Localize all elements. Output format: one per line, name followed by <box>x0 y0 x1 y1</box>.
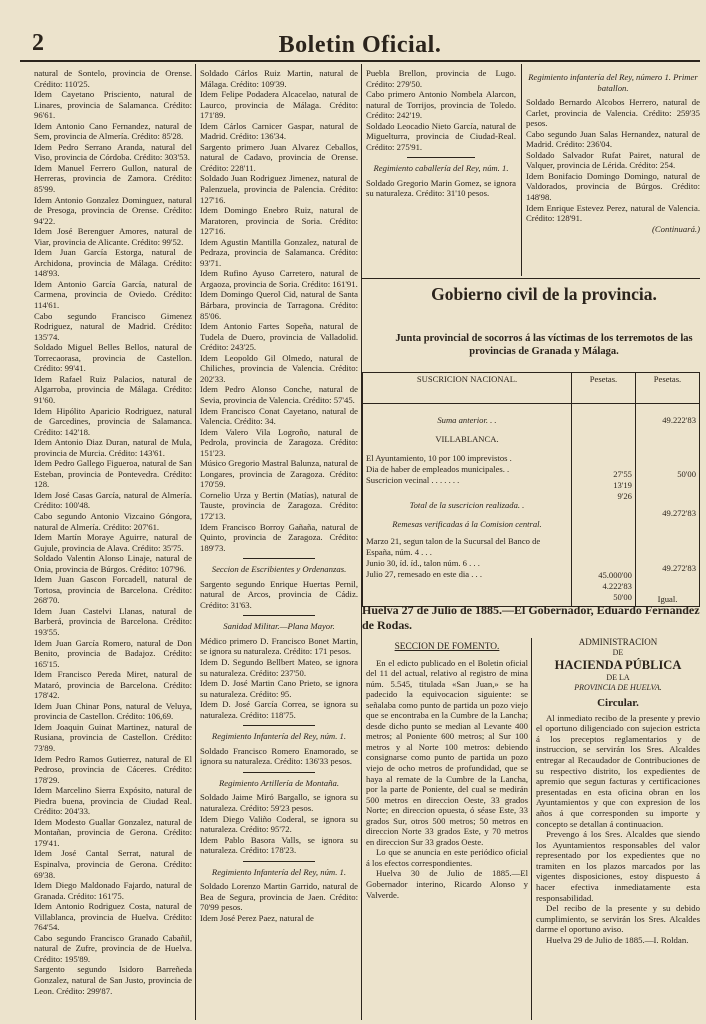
roster-entry: Cabo segundo Juan Salas Hernandez, natural de Madrid. Crédito: 236'04. <box>526 128 700 150</box>
hacienda-body: Al inmediato recibo de la presente y previo el oportuno diligenciado con sujecion estricta á los preceptos reglamentarios y de instruccion, se servirán los Sres. Alcaldes entregar al Recaudador de Contribuciones de su respectivo distrito, los expedientes de apremio que segun facturas y certificaciones presentadas en esta oficina obran en los Ayuntamientos y que con expresion de los años á que corresponden su importe y concepto se detallan á continuacion. <box>536 712 700 829</box>
remesa-item: Marzo 21, segun talon de la Sucursal del Banco de España, núm. 4 . . . <box>366 536 541 557</box>
roster-entry: Idem Juan Gascon Forcadell, natural de Tortosa, provincia de Barcelona. Crédito: 268'70. <box>34 574 192 606</box>
admin-de-la: DE LA <box>606 672 630 682</box>
column-2 <box>200 68 358 1018</box>
roster-entry: Idem Juan Castelvi Llanas, natural de Barberá, provincia de Barcelona. Crédito: 193'55. <box>34 605 192 637</box>
roster-entry: Soldado Leocadio Nieto García, natural de Miguelturra, provincia de Ciudad-Real. Crédito: 275'91. <box>366 120 516 152</box>
hacienda-title: HACIENDA PÚBLICA <box>554 658 682 673</box>
roster-entry: Soldado Cárlos Ruiz Martin, natural de Málaga. Crédito: 109'39. <box>200 68 358 89</box>
table-cell <box>571 404 635 607</box>
page-header <box>20 8 700 58</box>
roster-entry: Idem Cárlos Carnicer Gaspar, natural de Madrid. Crédito: 136'34. <box>200 120 358 142</box>
igual-label: Igual. <box>657 594 678 604</box>
suma-total: 49.222'83 <box>662 415 696 425</box>
roster-entry: Idem Cayetano Prisciento, natural de Linares, provincia de Salamanca. Crédito: 96'61. <box>34 89 192 121</box>
section-heading: Regimiento Artillería de Montaña. <box>218 777 339 788</box>
roster-entry: Idem Agustin Mantilla Gonzalez, natural de Pedraza, provincia de Salamanca. Crédito: 93'71. <box>200 236 358 268</box>
fomento-body: Lo que se anuncia en este periódico oficial á los efectos correspondientes. <box>366 847 528 868</box>
table-header: SUSCRICION NACIONAL. <box>363 373 572 404</box>
roster-entry: Idem Manuel Ferrero Gullon, natural de Herreras, provincia de Zamora. Crédito: 85'99. <box>34 162 192 195</box>
section-rule <box>362 278 700 279</box>
signature-line: Huelva 27 de Julio de 1885.—El Gobernador, Eduardo Fernandez de Rodas. <box>362 603 700 632</box>
line-item: Suscricion vecinal . . . . . . . <box>366 475 460 485</box>
roster-entry: Idem Antonio Gonzalez Dominguez, natural de Presoga, provincia de Orense. Crédito: 94'22. <box>34 194 192 226</box>
roster-entry: Idem Antonio García García, natural de Carmena, provincia de Oviedo. Crédito: 114'61. <box>34 278 192 311</box>
roster-entry: Soldado Lorenzo Martin Garrido, natural de Bea de Segura, provincia de Jaen. Crédito: 70'99 pesos. <box>200 881 358 913</box>
roster-entry: Idem Marcelino Sierra Expósito, natural de Piedra buena, provincia de Ciudad Real. Crédito: 204'33. <box>34 785 192 817</box>
roster-entry: Idem Modesto Guallar Gonzalez, natural de Montañan, provincia de Gerona. Crédito: 179'41. <box>34 816 192 848</box>
place-name: VILLABLANCA. <box>435 434 499 444</box>
separator-rule <box>243 725 314 726</box>
roster-entry: Músico Gregorio Mastral Balunza, natural de Longares, provincia de Zaragoza. Crédito: 170'59. <box>200 458 358 490</box>
roster-entry: Soldado Juan Rodriguez Jimenez, natural de Palenzuela, provincia de Palencia. Crédito: 127'16. <box>200 173 358 205</box>
admin-heading: ADMINISTRACION <box>578 637 658 647</box>
roster-entry: Idem Juan García Estorga, natural de Archidona, provincia de Málaga. Crédito: 148'93. <box>34 247 192 279</box>
table-header: Pesetas. <box>635 373 699 404</box>
roster-entry: Puebla Brellon, provincia de Lugo. Crédito: 279'50. <box>366 68 516 89</box>
roster-entry: Sargento primero Juan Alvarez Ceballos, natural de Cadavo, provincia de Orense. Crédito: 228'11. <box>200 141 358 173</box>
line-value: 9'26 <box>617 491 632 501</box>
continue-note: (Continuará.) <box>651 223 700 234</box>
remesa-value: 50'00 <box>613 592 632 602</box>
line-item: El Ayuntamiento, 10 por 100 imprevistos . <box>366 453 512 463</box>
roster-entry: Soldado Valentin Alonso Linaje, natural de Onia, provincia de Búrgos. Crédito: 107'96. <box>34 553 192 574</box>
header-rule <box>20 60 700 62</box>
subscription-table <box>362 372 700 607</box>
separator-rule <box>243 772 314 773</box>
remesas-total: 49.272'83 <box>662 563 696 573</box>
roster-entry: Idem Enrique Estevez Perez, natural de Valencia. Crédito: 128'91. <box>526 202 700 224</box>
roster-entry: Idem José Perez Paez, natural de <box>200 912 314 923</box>
total-value: 49.272'83 <box>662 508 696 518</box>
column-divider <box>521 64 522 276</box>
separator-rule <box>243 558 314 559</box>
roster-entry: Sargento segundo Enrique Huertas Pernil, natural de Arcos, provincia de Cádiz. Crédito: 31'63. <box>200 578 358 610</box>
roster-entry: Idem Antonio Diaz Duran, natural de Mula, provincia de Murcia. Crédito: 143'61. <box>34 437 192 458</box>
remesa-value: 4.222'83 <box>602 581 632 591</box>
separator-rule <box>243 861 314 862</box>
roster-entry: Idem Domingo Querol Cid, natural de Santa Bárbara, provincia de Tarragona. Crédito: 85'06. <box>200 289 358 321</box>
suma-label: Suma anterior. . . <box>437 415 497 425</box>
section-heading: Regimiento infantería del Rey, número 1. Primer batallon. <box>528 72 698 93</box>
column-3 <box>366 68 516 273</box>
hacienda-body: Del recibo de la presente y su debido cumplimiento, se servirán los Sres. Alcaldes darme el oportuno aviso. <box>536 903 700 935</box>
table-cell <box>363 404 572 607</box>
hacienda-body: Prevengo á los Sres. Alcaldes que siendo los Ayuntamientos responsables del valor representado por los expedientes que no tramiten en los plazos marcados por las vigentes disposiciones, estoy dispuesto á hacer efectiva inmediatamente esta responsabilidad. <box>536 829 700 903</box>
roster-entry: Cabo primero Antonio Nombela Alarcon, natural de Torrijos, provincia de Toledo. Crédito: 242'19. <box>366 89 516 121</box>
roster-entry: Soldado Salvador Rufat Pairet, natural de Valquer, provincia de Lérida. Crédito: 254. <box>526 149 700 171</box>
table-row <box>363 404 700 607</box>
roster-entry: Idem Juan García Romero, natural de Don Benito, provincia de Badajoz. Crédito: 165'15. <box>34 637 192 669</box>
roster-entry: Idem Antonio Fartes Sopeña, natural de Tudela de Duero, provincia de Valladolid. Crédito: 243'25. <box>200 321 358 353</box>
roster-entry: Idem D. Segundo Bellbert Mateo, se ignora su naturaleza. Crédito: 237'50. <box>200 656 358 678</box>
roster-entry: Cabo segundo Antonio Vizcaino Góngora, natural de Almería. Crédito: 207'61. <box>34 510 192 532</box>
line-value: 13'19 <box>613 480 632 490</box>
line-total: 50'00 <box>677 469 696 479</box>
circular-heading: Circular. <box>597 696 639 709</box>
section-heading: Regimiento Infantería del Rey, núm. 1. <box>211 731 347 742</box>
roster-entry: Idem José Berenguer Amores, natural de Viar, provincia de Alicante. Crédito: 99'52. <box>34 226 192 247</box>
junta-title: Junta provincial de socorros á las víctimas de los terremotos de las provincias de Granada y Málaga. <box>395 333 693 357</box>
section-heading: Sanidad Militar.—Plana Mayor. <box>223 621 335 632</box>
roster-entry: Soldado Miguel Belles Bellos, natural de Torrecaorasa, provincia de Castellon. Crédito: 99'41. <box>34 342 192 374</box>
roster-entry: Soldado Francisco Romero Enamorado, se ignora su naturaleza. Crédito: 136'33 pesos. <box>200 745 358 767</box>
fomento-signature: Huelva 30 de Julio de 1885.—El Gobernador interino, Ricardo Alonso y Valverde. <box>366 868 528 900</box>
page-number: 2 <box>32 30 44 56</box>
gobierno-title: Gobierno civil de la provincia. <box>431 284 657 304</box>
roster-entry: Soldado Gregorio Marin Gomez, se ignora su naturaleza. Crédito: 31'10 pesos. <box>366 177 516 199</box>
fomento-heading: SECCION DE FOMENTO. <box>394 642 500 652</box>
section-heading: Regimiento Infantería del Rey, núm. 1. <box>211 866 347 877</box>
hacienda-signature: Huelva 29 de Julio de 1885.—I. Roldan. <box>546 935 689 946</box>
roster-entry: Idem Valero Vila Logroño, natural de Pedrola, provincia de Zaragoza. Crédito: 151'23. <box>200 426 358 458</box>
column-1 <box>34 68 192 1018</box>
hacienda-section <box>536 637 700 946</box>
roster-entry: Cornelio Urza y Bertin (Matías), natural de Tauste, provincia de Zaragoza. Crédito: 172'13. <box>200 489 358 521</box>
roster-entry: Idem Diego Valiño Coderal, se ignora su naturaleza. Crédito: 95'72. <box>200 813 358 835</box>
roster-entry: Idem Pablo Basora Valls, se ignora su naturaleza. Crédito: 178'23. <box>200 834 358 856</box>
roster-entry: Idem Bonifacio Domingo Domingo, natural de Valdorados, provincia de Búrgos. Crédito: 148'98. <box>526 170 700 203</box>
separator-rule <box>407 157 475 158</box>
roster-entry: Idem Antonio Rodriguez Costa, natural de Villablanca, provincia de Huelva. Crédito: 764'54. <box>34 901 192 933</box>
table-header: Pesetas. <box>571 373 635 404</box>
roster-entry: Idem Rafael Ruiz Palacios, natural de Algarroba, provincia de Málaga. Crédito: 91'60. <box>34 373 192 405</box>
line-item: Dia de haber de empleados municipales. . <box>366 464 510 474</box>
roster-entry: Idem Antonio Cano Fernandez, natural de Sem, provincia de Almería. Crédito: 85'28. <box>34 120 192 142</box>
remesas-label: Remesas verificadas á la Comision central. <box>392 519 542 529</box>
remesa-value: 45.000'00 <box>598 570 632 580</box>
roster-entry: Idem Pedro Gallego Figueroa, natural de San Esteban, provincia de Pontevedra. Crédito: 128. <box>34 458 192 490</box>
roster-entry: Sargento segundo Isidoro Barreñeda Gonzalez, natural de San Justo, provincia de Leon. Crédito: 299'87. <box>34 964 192 996</box>
admin-de: DE <box>612 647 624 657</box>
roster-entry: Idem Juan Chinar Pons, natural de Veluya, provincia de Castellon. Crédito: 106,69. <box>34 700 192 722</box>
roster-entry: Idem Martín Moraye Aguirre, natural de Gujule, provincia de Alava. Crédito: 35'75. <box>34 532 192 553</box>
table-cell <box>635 404 699 607</box>
roster-entry: Idem Francisco Pereda Miret, natural de Mataró, provincia de Barcelona. Crédito: 178'42. <box>34 669 192 701</box>
section-heading: Seccion de Escribientes y Ordenanzas. <box>211 564 347 575</box>
remesa-item: Junio 30, íd. íd., talon núm. 6 . . . <box>366 558 480 568</box>
roster-entry: Cabo segundo Francisco Gimenez Rodriguez, natural de Madrid. Crédito: 135'74. <box>34 310 192 342</box>
roster-entry: Médico primero D. Francisco Bonet Martin, se ignora su naturaleza. Crédito: 171 pesos. <box>200 635 358 657</box>
roster-entry: Idem Pedro Serrano Aranda, natural del Viso, provincia de Córdoba. Crédito: 303'53. <box>34 141 192 163</box>
roster-entry: Idem Francisco Borroy Gañaña, natural de Quinto, provincia de Zaragoza. Crédito: 189'73. <box>200 521 358 553</box>
fomento-section <box>366 640 528 1020</box>
roster-entry: Idem D. José Martin Cano Prieto, se ignora su naturaleza. Crédito: 95. <box>200 678 358 699</box>
roster-entry: Idem Hipólito Aparicio Rodriguez, natural de Garcedines, provincia de Salamanca. Crédito: 142'18. <box>34 405 192 437</box>
roster-entry: Cabo segundo Francisco Granado Cabañil, natural de Zufre, provincia de de Huelva. Crédito: 195'89. <box>34 932 192 964</box>
column-divider <box>195 64 196 1020</box>
remesa-item: Julio 27, remesado en este dia . . . <box>366 569 482 579</box>
roster-entry: Idem D. José García Correa, se ignora su naturaleza. Crédito: 118'75. <box>200 699 358 720</box>
roster-entry: Idem Rufino Ayuso Carretero, natural de Argaoza, provincia de Soria. Crédito: 161'91. <box>200 268 358 289</box>
roster-entry: Soldado Jaime Miró Bargallo, se ignora su naturaleza. Crédito: 59'23 pesos. <box>200 792 358 813</box>
roster-entry: Idem Joaquin Guinat Martinez, natural de Rusiana, provincia de Castellon. Crédito: 73'89. <box>34 721 192 753</box>
column-4 <box>526 68 700 273</box>
separator-rule <box>243 615 314 616</box>
publication-title: Boletin Oficial. <box>278 32 442 58</box>
roster-entry: Idem Diego Maldonado Fajardo, natural de Granada. Crédito: 161'75. <box>34 880 192 901</box>
table-header-row <box>363 373 700 404</box>
roster-entry: Idem Felipe Podadera Alcacelao, natural de Laurco, provincia de Málaga. Crédito: 171'89. <box>200 89 358 121</box>
roster-entry: natural de Sontelo, provincia de Orense. Crédito: 110'25. <box>34 68 192 89</box>
roster-entry: Idem Domingo Enebro Ruiz, natural de Maratoren, provincia de Soria. Crédito: 127'16. <box>200 205 358 237</box>
roster-entry: Idem Francisco Conat Cayetano, natural de Valencia. Crédito: 34. <box>200 405 358 427</box>
roster-entry: Idem José Casas García, natural de Almería. Crédito: 100'48. <box>34 489 192 511</box>
roster-entry: Idem Pedro Ramos Gutierrez, natural de El Pedroso, provincia de Cáceres. Crédito: 178'29. <box>34 753 192 785</box>
roster-entry: Idem Pedro Alonso Conche, natural de Sevia, provincia de Valencia. Crédito: 57'45. <box>200 384 358 405</box>
fomento-body: En el edicto publicado en el Boletin oficial del 11 del actual, relativo al registro de mina núm. 5.545, titulada «San Juan,» se ha padecido la equivocacion siguiente: se señalaba como punto de partida un pozo viejo que se encontraba en la Cumbre de la Lancha; desde dicho punto se median al Levante 400 metros; al Poniente 600 metros; al Sur 100 metros y al Norte 100 metros: debiendo consignarse como punto de partida un pozo viejo de ocho metros de profundidad, que se haya al remate de la Cumbre de la Lancha, por la parte de Poniente, del cual se medirán 500 metros en direccion Oeste, 33 grados Norte; en direccion opuesta, ó séase Este, 33 grados Sur, otros 500 metros; 50 metros en direccion Norte 33 grados Este, y 70 metros en direccion Sur 33 grados Oeste. <box>366 657 528 847</box>
province-name: PROVINCIA DE HUELVA. <box>574 683 662 693</box>
roster-entry: Idem José Cantal Serrat, natural de Espinalva, provincia de Gerona. Crédito: 69'38. <box>34 848 192 880</box>
section-heading: Regimiento caballería del Rey, núm. 1. <box>373 163 509 174</box>
roster-entry: Idem Leopoldo Gil Olmedo, natural de Chiliches, provincia de Valencia. Crédito: 202'33. <box>200 352 358 384</box>
line-value: 27'55 <box>613 469 632 479</box>
roster-entry: Soldado Bernardo Alcobos Herrero, natural de Carlet, provincia de Valencia. Crédito: 259'35 pesos. <box>526 97 700 129</box>
total-label: Total de la suscricion realizada. . <box>409 500 525 510</box>
column-divider <box>531 638 532 1020</box>
